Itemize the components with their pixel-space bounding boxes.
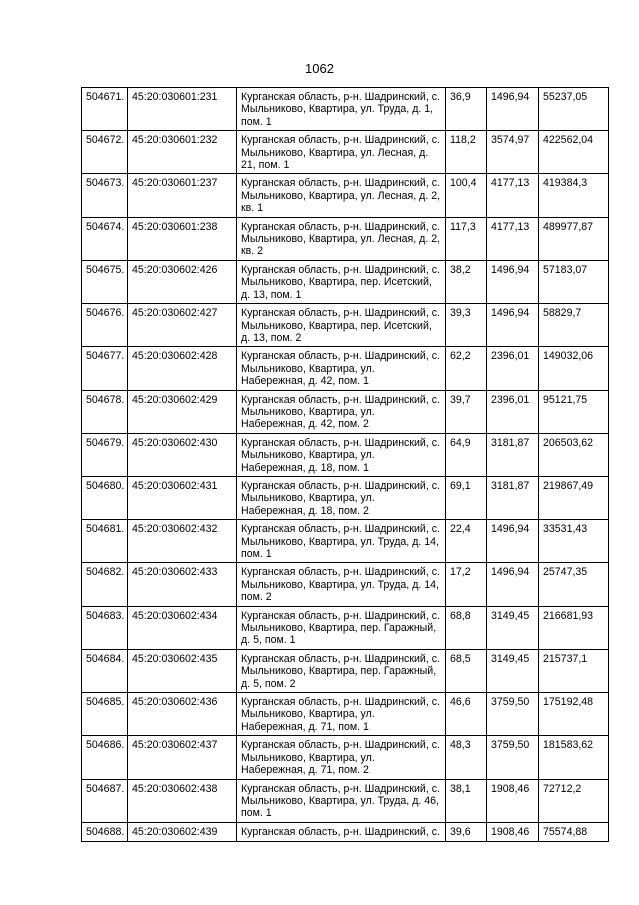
cadastral-value-cell: 206503,62 [539,433,609,476]
cadastral-value-cell: 219867,49 [539,476,609,519]
row-number-cell: 504682. [82,563,128,606]
row-number-cell: 504684. [82,649,128,692]
address-cell: Курганская область, р-н. Шадринский, с. Мыльниково, Квартира, пер. Исетский, д. 13, пом. 2 [237,304,446,347]
row-number-cell: 504672. [82,131,128,174]
area-cell: 118,2 [446,131,487,174]
address-cell: Курганская область, р-н. Шадринский, с. Мыльниково, Квартира, ул. Труда, д. 1, пом. 1 [237,88,446,131]
row-number-cell: 504686. [82,736,128,779]
row-number-cell: 504688. [82,822,128,841]
cadastral-value-cell: 419384,3 [539,174,609,217]
address-cell: Курганская область, р-н. Шадринский, с. Мыльниково, Квартира, ул. Набережная, д. 42, пом. 1 [237,347,446,390]
address-cell: Курганская область, р-н. Шадринский, с. Мыльниково, Квартира, ул. Труда, д. 14, пом. 1 [237,520,446,563]
row-number-cell: 504673. [82,174,128,217]
table-row [82,563,609,606]
address-cell: Курганская область, р-н. Шадринский, с. Мыльниково, Квартира, ул. Лесная, д. 2, кв. 1 [237,174,446,217]
address-cell: Курганская область, р-н. Шадринский, с. Мыльниково, Квартира, ул. Набережная, д. 18, пом. 1 [237,433,446,476]
cadastral-value-cell: 33531,43 [539,520,609,563]
cadastral-number-cell: 45:20:030602:429 [128,390,237,433]
table-row [82,693,609,736]
cadastral-number-cell: 45:20:030602:437 [128,736,237,779]
address-cell: Курганская область, р-н. Шадринский, с. Мыльниково, Квартира, пер. Исетский, д. 13, пом. 1 [237,260,446,303]
rate-cell: 1496,94 [487,304,539,347]
address-cell: Курганская область, р-н. Шадринский, с. Мыльниково, Квартира, пер. Гаражный, д. 5, пом. 1 [237,606,446,649]
row-number-cell: 504674. [82,217,128,260]
area-cell: 46,6 [446,693,487,736]
cadastral-number-cell: 45:20:030602:428 [128,347,237,390]
cadastral-value-cell: 72712,2 [539,779,609,822]
cadastral-number-cell: 45:20:030602:434 [128,606,237,649]
area-cell: 17,2 [446,563,487,606]
cadastral-value-cell: 422562,04 [539,131,609,174]
address-cell: Курганская область, р-н. Шадринский, с. Мыльниково, Квартира, ул. Набережная, д. 18, пом. 2 [237,476,446,519]
cadastral-number-cell: 45:20:030601:238 [128,217,237,260]
address-cell: Курганская область, р-н. Шадринский, с. Мыльниково, Квартира, ул. Лесная, д. 21, пом. 1 [237,131,446,174]
rate-cell: 2396,01 [487,347,539,390]
area-cell: 69,1 [446,476,487,519]
address-cell: Курганская область, р-н. Шадринский, с. Мыльниково, Квартира, ул. Набережная, д. 42, пом. 2 [237,390,446,433]
rate-cell: 1496,94 [487,88,539,131]
rate-cell: 3149,45 [487,606,539,649]
rate-cell: 3759,50 [487,693,539,736]
cadastral-number-cell: 45:20:030601:237 [128,174,237,217]
table-row [82,260,609,303]
area-cell: 68,5 [446,649,487,692]
row-number-cell: 504685. [82,693,128,736]
cadastral-value-cell: 216681,93 [539,606,609,649]
cadastral-number-cell: 45:20:030602:433 [128,563,237,606]
table-row [82,433,609,476]
cadastral-number-cell: 45:20:030602:430 [128,433,237,476]
rate-cell: 1496,94 [487,260,539,303]
rate-cell: 1908,46 [487,822,539,841]
table-row [82,736,609,779]
table-row [82,217,609,260]
area-cell: 36,9 [446,88,487,131]
table-row [82,347,609,390]
row-number-cell: 504683. [82,606,128,649]
cadastral-number-cell: 45:20:030602:436 [128,693,237,736]
cadastral-value-cell: 181583,62 [539,736,609,779]
cadastral-value-cell: 75574,88 [539,822,609,841]
cadastral-number-cell: 45:20:030601:231 [128,88,237,131]
rate-cell: 3759,50 [487,736,539,779]
address-cell: Курганская область, р-н. Шадринский, с. Мыльниково, Квартира, ул. Лесная, д. 2, кв. 2 [237,217,446,260]
row-number-cell: 504680. [82,476,128,519]
area-cell: 39,6 [446,822,487,841]
cadastral-value-cell: 175192,48 [539,693,609,736]
area-cell: 64,9 [446,433,487,476]
cadastral-number-cell: 45:20:030602:439 [128,822,237,841]
area-cell: 68,8 [446,606,487,649]
cadastral-number-cell: 45:20:030602:438 [128,779,237,822]
table-row [82,476,609,519]
cadastral-value-cell: 58829,7 [539,304,609,347]
table-row [82,88,609,131]
page-number: 1062 [305,61,334,76]
area-cell: 39,3 [446,304,487,347]
rate-cell: 1496,94 [487,520,539,563]
rate-cell: 2396,01 [487,390,539,433]
table-row [82,520,609,563]
cadastral-value-cell: 25747,35 [539,563,609,606]
cadastral-number-cell: 45:20:030601:232 [128,131,237,174]
area-cell: 62,2 [446,347,487,390]
area-cell: 39,7 [446,390,487,433]
row-number-cell: 504678. [82,390,128,433]
cadastral-value-cell: 489977,87 [539,217,609,260]
address-cell: Курганская область, р-н. Шадринский, с. Мыльниково, Квартира, ул. Труда, д. 46, пом. 1 [237,779,446,822]
cadastral-value-cell: 215737,1 [539,649,609,692]
rate-cell: 4177,13 [487,217,539,260]
address-cell: Курганская область, р-н. Шадринский, с. Мыльниково, Квартира, пер. Гаражный, д. 5, пом. 2 [237,649,446,692]
table-row [82,390,609,433]
cadastral-number-cell: 45:20:030602:431 [128,476,237,519]
rate-cell: 3149,45 [487,649,539,692]
rate-cell: 3181,87 [487,433,539,476]
address-cell: Курганская область, р-н. Шадринский, с. [237,822,446,841]
table-row [82,304,609,347]
area-cell: 100,4 [446,174,487,217]
row-number-cell: 504681. [82,520,128,563]
rate-cell: 3181,87 [487,476,539,519]
property-table-body [82,88,609,842]
table-row [82,606,609,649]
row-number-cell: 504687. [82,779,128,822]
table-row [82,822,609,841]
table-row [82,779,609,822]
row-number-cell: 504671. [82,88,128,131]
address-cell: Курганская область, р-н. Шадринский, с. Мыльниково, Квартира, ул. Труда, д. 14, пом. 2 [237,563,446,606]
cadastral-value-cell: 149032,06 [539,347,609,390]
cadastral-number-cell: 45:20:030602:432 [128,520,237,563]
rate-cell: 1496,94 [487,563,539,606]
cadastral-value-cell: 55237,05 [539,88,609,131]
cadastral-value-cell: 57183,07 [539,260,609,303]
table-row [82,131,609,174]
cadastral-number-cell: 45:20:030602:427 [128,304,237,347]
rate-cell: 4177,13 [487,174,539,217]
area-cell: 48,3 [446,736,487,779]
property-table [81,87,609,842]
rate-cell: 1908,46 [487,779,539,822]
cadastral-value-cell: 95121,75 [539,390,609,433]
row-number-cell: 504675. [82,260,128,303]
area-cell: 22,4 [446,520,487,563]
rate-cell: 3574,97 [487,131,539,174]
table-row [82,174,609,217]
row-number-cell: 504677. [82,347,128,390]
area-cell: 38,1 [446,779,487,822]
cadastral-number-cell: 45:20:030602:435 [128,649,237,692]
row-number-cell: 504676. [82,304,128,347]
cadastral-number-cell: 45:20:030602:426 [128,260,237,303]
address-cell: Курганская область, р-н. Шадринский, с. Мыльниково, Квартира, ул. Набережная, д. 71, пом. 2 [237,736,446,779]
row-number-cell: 504679. [82,433,128,476]
address-cell: Курганская область, р-н. Шадринский, с. Мыльниково, Квартира, ул. Набережная, д. 71, пом. 1 [237,693,446,736]
area-cell: 117,3 [446,217,487,260]
area-cell: 38,2 [446,260,487,303]
table-row [82,649,609,692]
